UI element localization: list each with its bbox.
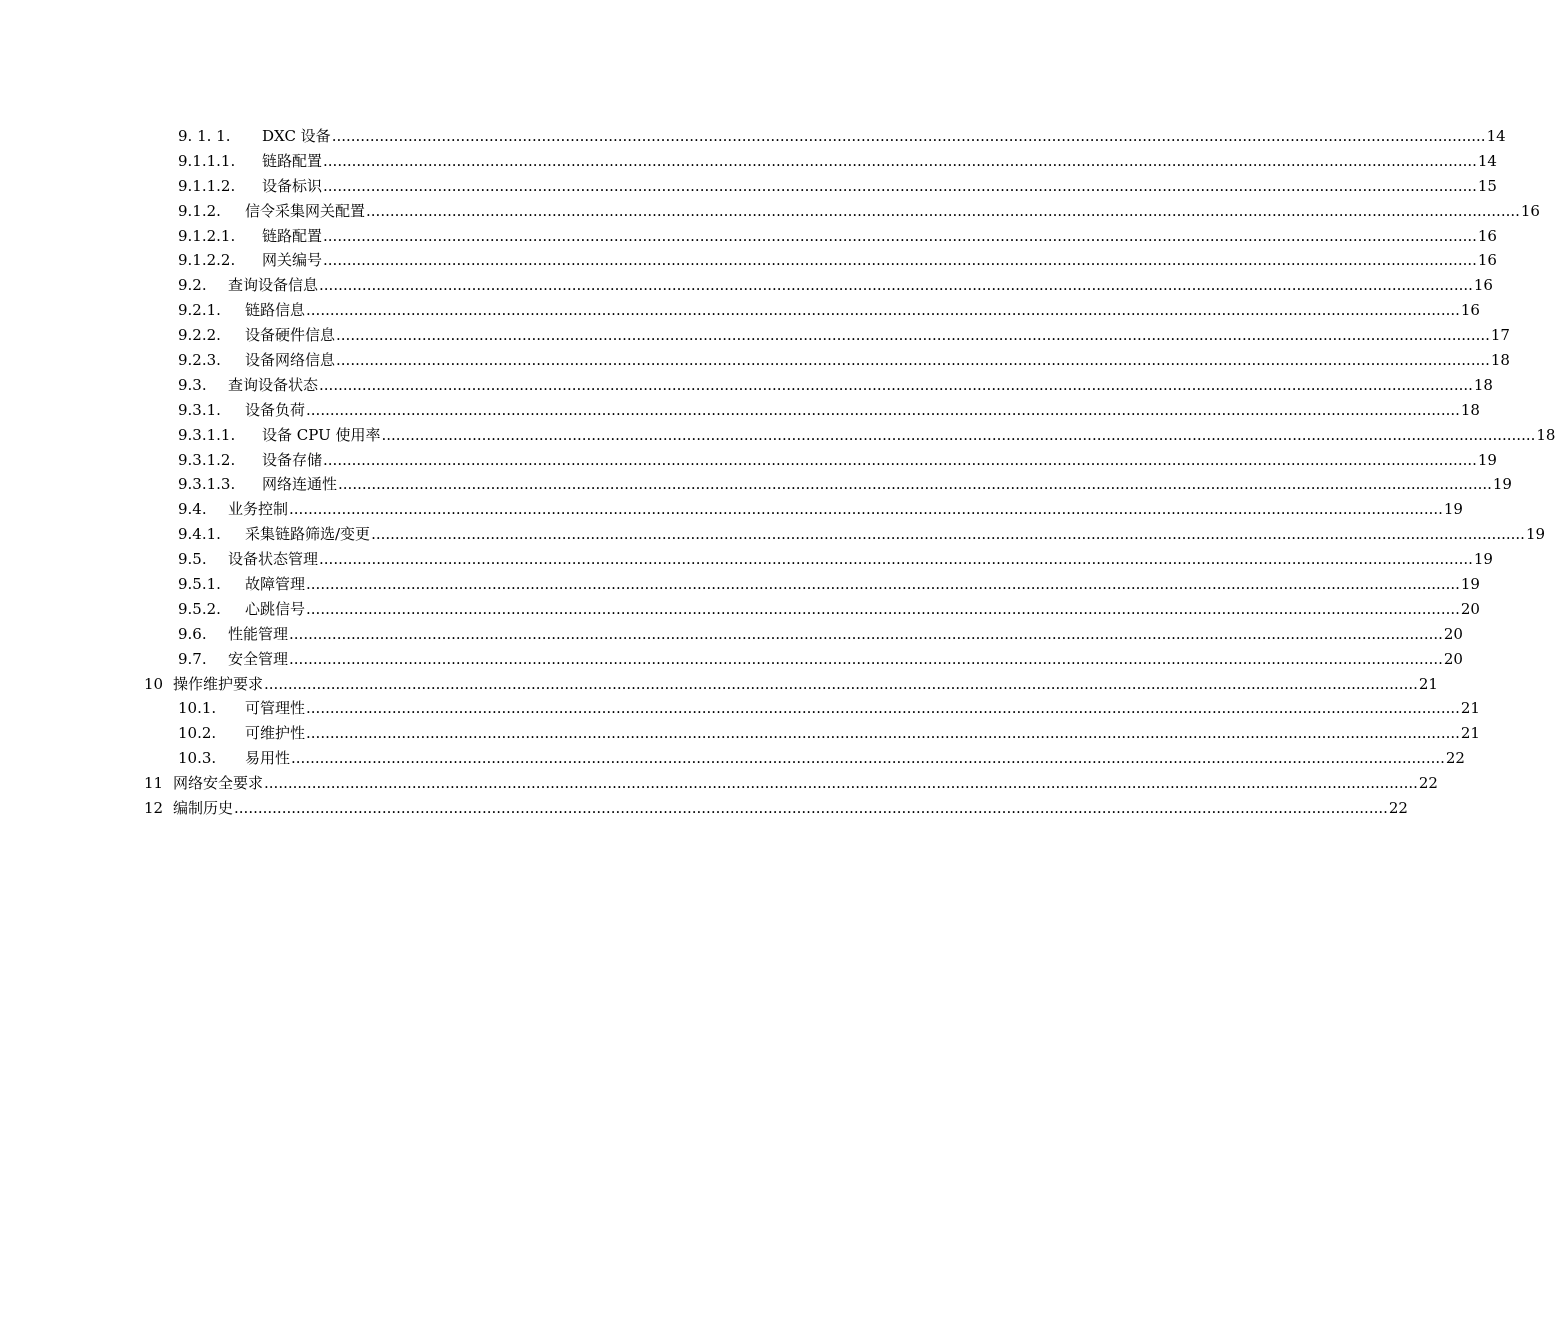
toc-entry-number: 9.1.2. (178, 201, 221, 220)
toc-entry-title: 采集链路筛选/变更 (245, 525, 371, 544)
toc-entry[interactable] (0, 398, 1480, 423)
toc-entry-page: 19 (1473, 550, 1493, 569)
toc-entry[interactable] (0, 423, 1555, 448)
toc-entry-page: 19 (1443, 500, 1463, 519)
toc-entry-number: 9.2. (178, 276, 207, 295)
toc-entry-title: 网关编号 (262, 251, 323, 270)
toc-dot-leader (306, 572, 1460, 597)
toc-entry[interactable] (0, 597, 1480, 622)
toc-entry-number: 9.3.1.2. (178, 450, 236, 469)
toc-entry-page: 16 (1477, 251, 1497, 270)
toc-entry-number: 9.7. (178, 649, 207, 668)
toc-entry-page: 21 (1418, 674, 1438, 693)
toc-entry[interactable] (0, 746, 1465, 771)
toc-entry-number: 9.1.2.1. (178, 226, 236, 245)
toc-dot-leader (289, 497, 1443, 522)
toc-dot-leader (323, 149, 1477, 174)
toc-entry[interactable] (0, 647, 1463, 672)
toc-entry-page: 20 (1460, 599, 1480, 618)
toc-entry-title: 信令采集网关配置 (245, 201, 366, 220)
toc-entry-title: 易用性 (245, 749, 291, 768)
toc-entry-title: 查询设备信息 (228, 276, 319, 295)
toc-entry-title: 操作维护要求 (173, 674, 264, 693)
toc-entry[interactable] (0, 373, 1493, 398)
toc-dot-leader (366, 199, 1520, 224)
toc-entry[interactable] (0, 248, 1497, 273)
toc-entry-title: 网络连通性 (262, 475, 338, 494)
toc-entry[interactable] (0, 696, 1480, 721)
toc-entry-number: 9.5. (178, 550, 207, 569)
toc-entry-page: 18 (1473, 375, 1493, 394)
toc-dot-leader (264, 672, 1418, 697)
toc-entry-number: 9.2.2. (178, 326, 221, 345)
toc-entry-title: 业务控制 (228, 500, 289, 519)
toc-dot-leader (319, 373, 1473, 398)
toc-entry-page: 16 (1473, 276, 1493, 295)
toc-entry-title: 设备状态管理 (228, 550, 319, 569)
toc-entry-title: 设备存储 (262, 450, 323, 469)
toc-entry[interactable] (0, 522, 1546, 547)
toc-dot-leader (319, 273, 1473, 298)
toc-dot-leader (291, 746, 1445, 771)
toc-dot-leader (338, 472, 1492, 497)
toc-entry-title: 查询设备状态 (228, 375, 319, 394)
toc-entry[interactable] (0, 796, 1408, 821)
toc-entry-page: 20 (1443, 624, 1463, 643)
toc-entry-page: 17 (1490, 326, 1510, 345)
toc-entry-page: 19 (1525, 525, 1546, 544)
toc-dot-leader (323, 248, 1477, 273)
toc-entry[interactable] (0, 273, 1493, 298)
toc-entry-number: 10 (144, 674, 164, 693)
toc-entry-page: 18 (1490, 351, 1510, 370)
toc-dot-leader (319, 547, 1473, 572)
table-of-contents (0, 124, 1555, 821)
toc-entry-title: 设备网络信息 (245, 351, 336, 370)
toc-dot-leader (382, 423, 1536, 448)
toc-dot-leader (289, 647, 1443, 672)
toc-entry-page: 22 (1418, 774, 1438, 793)
toc-dot-leader (371, 522, 1525, 547)
toc-dot-leader (289, 622, 1443, 647)
toc-entry-title: 心跳信号 (245, 599, 306, 618)
toc-entry-title: 链路配置 (262, 226, 323, 245)
toc-entry-page: 19 (1460, 575, 1480, 594)
toc-entry[interactable] (0, 472, 1512, 497)
toc-dot-leader (336, 323, 1490, 348)
toc-dot-leader (332, 124, 1486, 149)
toc-entry-number: 9.5.1. (178, 575, 221, 594)
toc-entry-page: 19 (1477, 450, 1497, 469)
toc-entry-page: 14 (1486, 127, 1506, 145)
toc-dot-leader (306, 696, 1460, 721)
toc-entry-page: 19 (1492, 475, 1512, 494)
toc-entry-title: 设备硬件信息 (245, 326, 336, 345)
toc-entry-number: 9.5.2. (178, 599, 221, 618)
toc-entry-page: 18 (1536, 425, 1555, 444)
toc-entry-title: 故障管理 (245, 575, 306, 594)
toc-entry-title: 设备 CPU 使用率 (262, 425, 381, 444)
toc-entry-title: 链路配置 (262, 151, 323, 170)
toc-entry-title: 可管理性 (245, 699, 306, 718)
toc-entry[interactable] (0, 448, 1497, 473)
toc-entry-number: 9.2.1. (178, 301, 221, 320)
toc-entry[interactable] (0, 622, 1463, 647)
toc-entry-page: 16 (1477, 226, 1497, 245)
toc-entry-title: 设备标识 (262, 176, 323, 195)
toc-entry-number: 12 (144, 799, 164, 818)
toc-dot-leader (323, 174, 1477, 199)
toc-entry[interactable] (0, 547, 1493, 572)
toc-entry-number: 9.3.1.3. (178, 475, 236, 494)
toc-entry[interactable] (0, 174, 1497, 199)
toc-entry[interactable] (0, 124, 1506, 149)
toc-entry-number: 9.3.1.1. (178, 425, 236, 444)
toc-entry[interactable] (0, 199, 1540, 224)
toc-entry-page: 21 (1460, 699, 1480, 718)
toc-entry-number: 9.4.1. (178, 525, 221, 544)
toc-entry-number: 11 (144, 774, 164, 793)
toc-entry-number: 9.6. (178, 624, 207, 643)
toc-entry-page: 18 (1460, 400, 1480, 419)
toc-entry[interactable] (0, 224, 1497, 249)
toc-entry-page: 20 (1443, 649, 1463, 668)
toc-entry[interactable] (0, 149, 1497, 174)
toc-entry[interactable] (0, 497, 1463, 522)
toc-dot-leader (323, 448, 1477, 473)
toc-entry-number: 9.2.3. (178, 351, 221, 370)
toc-dot-leader (306, 398, 1460, 423)
toc-dot-leader (234, 796, 1388, 821)
toc-entry-number: 9.1.1.1. (178, 151, 236, 170)
toc-entry-number: 10.3. (178, 749, 217, 768)
toc-entry[interactable] (0, 323, 1510, 348)
toc-entry-number: 9.3.1. (178, 400, 221, 419)
toc-entry-page: 21 (1460, 724, 1480, 743)
toc-entry-title: 可维护性 (245, 724, 306, 743)
toc-entry-number: 9.1.1.2. (178, 176, 236, 195)
toc-entry[interactable] (0, 572, 1480, 597)
toc-entry-page: 22 (1445, 749, 1465, 768)
toc-entry-page: 14 (1477, 151, 1497, 170)
toc-entry-page: 16 (1520, 201, 1540, 220)
toc-entry-title: 安全管理 (228, 649, 289, 668)
toc-dot-leader (323, 224, 1477, 249)
toc-entry-number: 9.1.2.2. (178, 251, 236, 270)
toc-entry-title: 链路信息 (245, 301, 306, 320)
toc-entry-title: 设备负荷 (245, 400, 306, 419)
toc-entry-number: 9. 1. 1. (178, 127, 231, 145)
toc-entry-page: 16 (1460, 301, 1480, 320)
toc-entry-title: DXC 设备 (262, 127, 331, 145)
toc-entry[interactable] (0, 721, 1480, 746)
toc-entry-number: 9.4. (178, 500, 207, 519)
toc-entry-page: 15 (1477, 176, 1497, 195)
toc-dot-leader (306, 298, 1460, 323)
toc-entry[interactable] (0, 672, 1438, 697)
toc-entry-number: 9.3. (178, 375, 207, 394)
toc-entry[interactable] (0, 348, 1510, 373)
toc-entry-page: 22 (1388, 799, 1408, 818)
toc-entry-title: 性能管理 (228, 624, 289, 643)
toc-entry[interactable] (0, 298, 1480, 323)
toc-entry-number: 10.2. (178, 724, 217, 743)
toc-entry-title: 网络安全要求 (173, 774, 264, 793)
toc-dot-leader (306, 721, 1460, 746)
toc-entry-title: 编制历史 (173, 799, 234, 818)
toc-dot-leader (306, 597, 1460, 622)
toc-entry-number: 10.1. (178, 699, 217, 718)
toc-entry[interactable] (0, 771, 1438, 796)
toc-dot-leader (264, 771, 1418, 796)
toc-dot-leader (336, 348, 1490, 373)
